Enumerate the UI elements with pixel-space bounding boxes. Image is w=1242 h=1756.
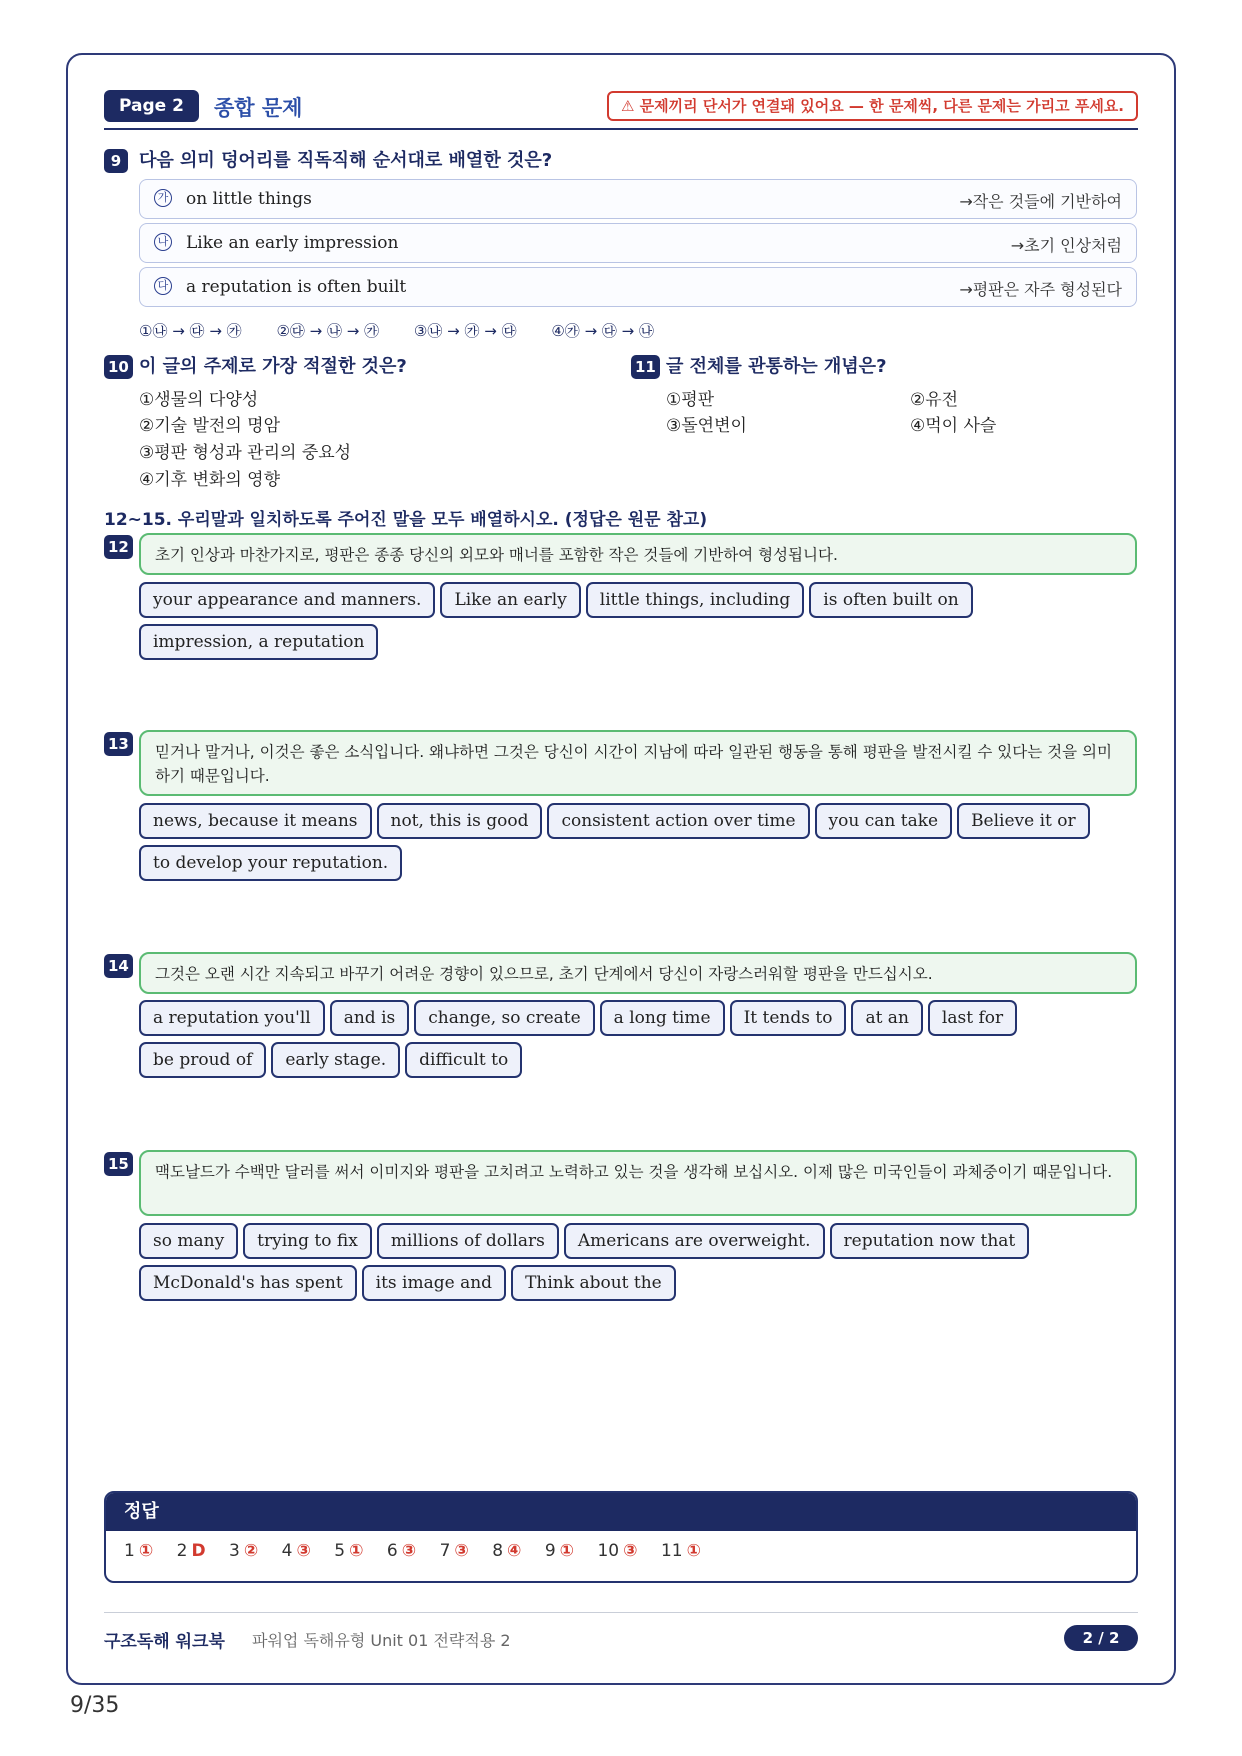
answer-item: 7 ③ bbox=[439, 1541, 469, 1561]
word-tile[interactable]: you can take bbox=[815, 803, 953, 839]
word-tile[interactable]: news, because it means bbox=[139, 803, 372, 839]
chunk-marker: 다 bbox=[154, 277, 172, 295]
question-number-12: 12 bbox=[104, 535, 133, 559]
word-tile[interactable]: be proud of bbox=[139, 1042, 266, 1078]
chunk-english: on little things bbox=[186, 189, 312, 209]
q11-option-1[interactable]: ①평판 bbox=[666, 390, 715, 410]
question-number-15: 15 bbox=[104, 1152, 133, 1176]
word-tile[interactable]: so many bbox=[139, 1223, 238, 1259]
answer-item: 6 ③ bbox=[386, 1541, 417, 1561]
section-12-15-instructions: 12~15. 우리말과 일치하도록 주어진 말을 모두 배열하시오. (정답은 원문 참고) bbox=[104, 510, 708, 530]
page-header bbox=[104, 90, 1138, 130]
q11-option-2[interactable]: ②유전 bbox=[910, 390, 959, 410]
answer-item: 2 D bbox=[176, 1541, 206, 1561]
word-tile[interactable]: little things, including bbox=[586, 582, 804, 618]
word-tile[interactable]: Like an early bbox=[440, 582, 580, 618]
question-9-options bbox=[139, 320, 684, 341]
section-title: 종합 문제 bbox=[214, 96, 303, 120]
word-tile[interactable]: a reputation you'll bbox=[139, 1000, 325, 1036]
word-tile[interactable]: last for bbox=[928, 1000, 1017, 1036]
question-number-13: 13 bbox=[104, 732, 133, 756]
footer-brand: 구조독해 워크북 bbox=[104, 1632, 225, 1652]
answer-list bbox=[106, 1531, 1136, 1561]
word-tile[interactable]: Americans are overweight. bbox=[564, 1223, 825, 1259]
word-tile[interactable]: trying to fix bbox=[243, 1223, 372, 1259]
option-3[interactable]: ③㉯ → ㉮ → ㉰ bbox=[413, 322, 517, 340]
korean-sentence-12: 초기 인상과 마찬가지로, 평판은 종종 당신의 외모와 매너를 포함한 작은 것들에 기반하여 형성됩니다. bbox=[139, 533, 1137, 575]
question-number-9: 9 bbox=[104, 149, 128, 173]
word-tile[interactable]: its image and bbox=[362, 1265, 506, 1301]
word-tiles-15 bbox=[139, 1223, 1139, 1307]
answer-item: 4 ③ bbox=[281, 1541, 311, 1561]
footer-subtitle: 파워업 독해유형 Unit 01 전략적용 2 bbox=[252, 1631, 511, 1650]
q10-option-3[interactable]: ③평판 형성과 관리의 중요성 bbox=[139, 443, 352, 463]
word-tile[interactable]: a long time bbox=[600, 1000, 725, 1036]
chunk-da bbox=[139, 267, 1137, 307]
answer-item: 9 ① bbox=[544, 1541, 575, 1561]
word-tile[interactable]: is often built on bbox=[809, 582, 972, 618]
korean-sentence-15: 맥도날드가 수백만 달러를 써서 이미지와 평판을 고치려고 노력하고 있는 것을 생각해 보십시오. 이제 많은 미국인들이 과체중이기 때문입니다. bbox=[139, 1150, 1137, 1216]
answer-item: 3 ② bbox=[229, 1541, 259, 1561]
word-tile[interactable]: It tends to bbox=[730, 1000, 847, 1036]
answer-item: 5 ① bbox=[334, 1541, 364, 1561]
chunk-korean: →평판은 자주 형성된다 bbox=[959, 280, 1122, 299]
word-tile[interactable]: reputation now that bbox=[830, 1223, 1030, 1259]
word-tile[interactable]: at an bbox=[851, 1000, 922, 1036]
word-tile[interactable]: and is bbox=[330, 1000, 410, 1036]
word-tile[interactable]: Think about the bbox=[511, 1265, 676, 1301]
word-tile[interactable]: McDonald's has spent bbox=[139, 1265, 357, 1301]
answer-key-title: 정답 bbox=[106, 1493, 1136, 1531]
question-9-text: 다음 의미 덩어리를 직독직해 순서대로 배열한 것은? bbox=[139, 150, 553, 171]
word-tile[interactable]: consistent action over time bbox=[547, 803, 809, 839]
q10-option-4[interactable]: ④기후 변화의 영향 bbox=[139, 470, 281, 490]
option-2[interactable]: ②㉰ → ㉯ → ㉮ bbox=[276, 322, 380, 340]
korean-sentence-14: 그것은 오랜 시간 지속되고 바꾸기 어려운 경향이 있으므로, 초기 단계에서 당신이 자랑스러워할 평판을 만드십시오. bbox=[139, 952, 1137, 994]
chunk-english: Like an early impression bbox=[186, 233, 399, 253]
page-counter: 9/35 bbox=[70, 1693, 120, 1718]
page-footer bbox=[104, 1612, 1138, 1652]
word-tile[interactable]: difficult to bbox=[405, 1042, 522, 1078]
question-11-text: 글 전체를 관통하는 개념은? bbox=[666, 356, 887, 377]
chunk-marker: 나 bbox=[154, 233, 172, 251]
question-number-11: 11 bbox=[631, 355, 660, 379]
q11-option-4[interactable]: ④먹이 사슬 bbox=[910, 416, 997, 436]
warning-badge: ⚠ 문제끼리 단서가 연결돼 있어요 — 한 문제씩, 다른 문제는 가리고 푸세요. bbox=[607, 91, 1138, 121]
word-tiles-12 bbox=[139, 582, 1139, 666]
question-number-14: 14 bbox=[104, 954, 133, 978]
word-tile[interactable]: early stage. bbox=[271, 1042, 400, 1078]
chunk-korean: →작은 것들에 기반하여 bbox=[959, 192, 1122, 211]
word-tile[interactable]: millions of dollars bbox=[377, 1223, 559, 1259]
word-tile[interactable]: Believe it or bbox=[957, 803, 1090, 839]
answer-key bbox=[104, 1491, 1138, 1583]
footer-page-badge: 2 / 2 bbox=[1064, 1625, 1138, 1651]
answer-item: 11 ① bbox=[660, 1541, 701, 1561]
korean-sentence-13: 믿거나 말거나, 이것은 좋은 소식입니다. 왜냐하면 그것은 당신이 시간이 지남에 따라 일관된 행동을 통해 평판을 발전시킬 수 있다는 것을 의미하기 때문입니다. bbox=[139, 730, 1137, 796]
word-tile[interactable]: impression, a reputation bbox=[139, 624, 378, 660]
q10-option-2[interactable]: ②기술 발전의 명암 bbox=[139, 416, 281, 436]
page-badge: Page 2 bbox=[104, 90, 199, 122]
word-tiles-13 bbox=[139, 803, 1139, 887]
option-4[interactable]: ④㉮ → ㉰ → ㉯ bbox=[551, 322, 655, 340]
word-tile[interactable]: not, this is good bbox=[377, 803, 543, 839]
question-number-10: 10 bbox=[104, 355, 133, 379]
answer-item: 1 ① bbox=[124, 1541, 154, 1561]
option-1[interactable]: ①㉯ → ㉰ → ㉮ bbox=[139, 322, 242, 340]
answer-item: 10 ③ bbox=[597, 1541, 638, 1561]
chunk-english: a reputation is often built bbox=[186, 277, 407, 297]
word-tile[interactable]: to develop your reputation. bbox=[139, 845, 402, 881]
chunk-korean: →초기 인상처럼 bbox=[1010, 236, 1122, 255]
question-10-text: 이 글의 주제로 가장 적절한 것은? bbox=[139, 356, 407, 377]
word-tiles-14 bbox=[139, 1000, 1139, 1084]
word-tile[interactable]: change, so create bbox=[414, 1000, 594, 1036]
chunk-marker: 가 bbox=[154, 189, 172, 207]
q11-option-3[interactable]: ③돌연변이 bbox=[666, 416, 747, 436]
q10-option-1[interactable]: ①생물의 다양성 bbox=[139, 390, 259, 410]
chunk-na bbox=[139, 223, 1137, 263]
word-tile[interactable]: your appearance and manners. bbox=[139, 582, 435, 618]
answer-item: 8 ④ bbox=[492, 1541, 522, 1561]
chunk-ga bbox=[139, 179, 1137, 219]
